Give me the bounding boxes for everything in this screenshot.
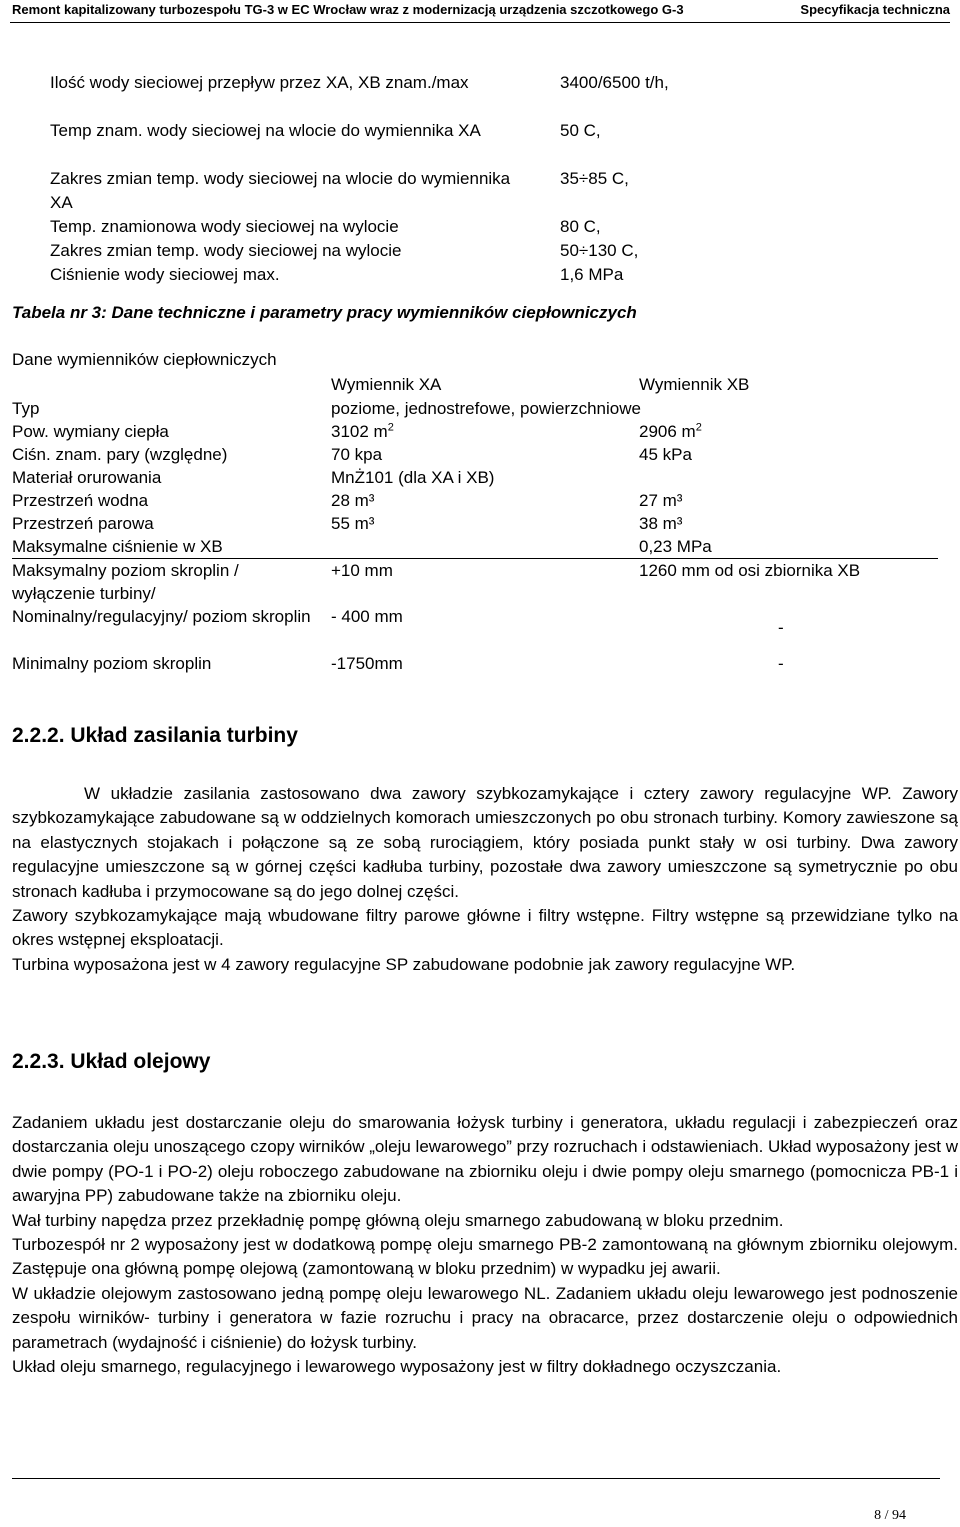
table-row (12, 535, 938, 559)
cell-xb: 38 m³ (639, 514, 683, 533)
table-row (12, 489, 938, 512)
cell-xb: - (778, 618, 784, 637)
table-header-row (12, 373, 938, 397)
section-body (12, 782, 958, 977)
param-value: 50÷130 C, (560, 241, 639, 260)
paragraph: Turbina wyposażona jest w 4 zawory regulacyjne SP zabudowane podobnie jak zawory regulacyjne WP. (12, 954, 796, 974)
param-label: Zakres zmian temp. wody sieciowej na wylocie (50, 241, 402, 260)
header-section: Specyfikacja techniczna (800, 2, 950, 17)
cell-xa: MnŻ101 (dla XA i XB) (331, 468, 495, 487)
cell-xb: 1260 mm od osi zbiornika XB (639, 561, 861, 580)
param-row (50, 239, 710, 263)
section-heading: 2.2.2. Układ zasilania turbiny (12, 724, 298, 747)
page-number: 8 / 94 (874, 1508, 906, 1523)
header-title: Remont kapitalizowany turbozespołu TG-3 w EC Wrocław wraz z modernizacją urządzenia szczotkowego G-3 (12, 2, 684, 17)
paragraph: W układzie zasilania zastosowano dwa zawory szybkozamykające i cztery zawory regulacyjne WP. Zawory szybkozamykające zabudowane są w oddzielnych komorach umieszczonych po obu stronach turbiny. Komory zawieszone są na elastycznych stojakach i połączone są ze sobą rurociągiem, który posiada punkt stały w osi turbiny. Dwa zawory regulacyjne umieszczone są w górnej części kadłuba turbiny, pozostałe dwa zawory umieszczone są symetrycznie po obu stronach kadłuba i przymocowane są do jego dolnej części. (12, 784, 958, 901)
table-row (12, 605, 938, 652)
param-value: 80 C, (560, 217, 601, 236)
cell-xa: 28 m³ (331, 491, 375, 510)
cell-xa: 55 m³ (331, 514, 375, 533)
section-heading: 2.2.3. Układ olejowy (12, 1050, 211, 1073)
row-label: Nominalny/regulacyjny/ poziom skroplin (12, 607, 311, 626)
cell-xa-value: 3102 m (331, 422, 388, 441)
cell-xa: - 400 mm (331, 607, 403, 626)
paragraph: Wał turbiny napędza przez przekładnię pompę główną oleju smarnego zabudowaną w bloku przednim. (12, 1210, 784, 1230)
paragraph: Zadaniem układu jest dostarczanie oleju do smarowania łożysk turbiny i generatora, układu regulacji i zabezpieczeń oraz dostarczania oleju unoszącego czopy wirników „oleju lewarowego” przy rozruchach i odstawieniach. Układ wyposażony jest w dwie pompy (PO-1 i PO-2) oleju roboczego zabudowane na zbiorniku oleju i dwie pompy oleju smarnego (pomocnicza PB-1 i awaryjna PP) zabudowane także na zbiorniku oleju. (12, 1113, 958, 1206)
table-row (12, 397, 938, 420)
cell-xa: -1750mm (331, 654, 403, 673)
footer-divider (12, 1478, 940, 1479)
param-label: Ilość wody sieciowej przepływ przez XA, XB znam./max (50, 73, 469, 92)
cell-xb-value: 2906 m (639, 422, 696, 441)
cell-xb (639, 420, 939, 443)
parameter-list (50, 71, 710, 287)
table-row (12, 443, 938, 466)
table-caption-row (12, 348, 938, 373)
page-header (10, 0, 950, 23)
paragraph: Układ oleju smarnego, regulacyjnego i lewarowego wyposażony jest w filtry dokładnego oczyszczania. (12, 1357, 782, 1377)
cell-xb: 27 m³ (639, 491, 683, 510)
row-label: Przestrzeń parowa (12, 514, 154, 533)
param-value: 3400/6500 t/h, (560, 73, 669, 92)
data-table (12, 348, 938, 675)
column-header-xa: Wymiennik XA (331, 375, 442, 394)
paragraph: Zawory szybkozamykające mają wbudowane filtry parowe główne i filtry wstępne. Filtry wstępne są przewidziane tylko na okres wstępnej eksploatacji. (12, 906, 958, 950)
cell-xa: +10 mm (331, 561, 393, 580)
table-row (12, 512, 938, 535)
unit-exponent: 2 (695, 421, 702, 434)
param-label: Zakres zmian temp. wody sieciowej na wlocie do wymiennika XA (50, 169, 511, 212)
row-label: Przestrzeń wodna (12, 491, 149, 510)
row-label: Minimalny poziom skroplin (12, 654, 212, 673)
cell-xb: 0,23 MPa (639, 537, 712, 556)
row-label: Maksymalny poziom skroplin / wyłączenie turbiny/ (12, 561, 239, 603)
param-value: 50 C, (560, 121, 601, 140)
param-row (50, 71, 710, 119)
unit-exponent: 2 (387, 421, 394, 434)
column-header-xb: Wymiennik XB (639, 375, 750, 394)
table-row (12, 559, 938, 605)
param-label: Temp. znamionowa wody sieciowej na wylocie (50, 217, 399, 236)
table-row (12, 420, 938, 443)
param-value: 35÷85 C, (560, 169, 629, 188)
cell-xa: 70 kpa (331, 445, 383, 464)
cell-xa (331, 420, 631, 443)
cell-xb: - (778, 654, 784, 673)
param-label: Temp znam. wody sieciowej na wlocie do wymiennika XA (50, 121, 481, 140)
row-label: Pow. wymiany ciepła (12, 422, 169, 441)
row-label: Maksymalne ciśnienie w XB (12, 537, 223, 556)
cell-xa: poziome, jednostrefowe, powierzchniowe (331, 399, 641, 418)
param-row (50, 119, 710, 167)
cell-xb: 45 kPa (639, 445, 692, 464)
row-label: Ciśn. znam. pary (względne) (12, 445, 228, 464)
row-label: Materiał orurowania (12, 468, 162, 487)
table-row (12, 652, 938, 675)
table-caption: Dane wymienników ciepłowniczych (12, 350, 277, 369)
table-row (12, 466, 938, 489)
param-row (50, 215, 710, 239)
param-row (50, 263, 710, 287)
row-label: Typ (12, 399, 40, 418)
param-row (50, 167, 710, 215)
table-title: Tabela nr 3: Dane techniczne i parametry pracy wymienników ciepłowniczych (12, 303, 637, 322)
paragraph: W układzie olejowym zastosowano jedną pompę oleju lewarowego NL. Zadaniem układu oleju lewarowego jest podnoszenie zespołu wirników- turbiny i generatora w fazie rozruchu i pracy na obracarce, przez dostarczenie oleju o odpowiednich parametrach (wydajność i ciśnienie) do łożysk turbiny. (12, 1283, 958, 1352)
section-body (12, 1111, 958, 1379)
paragraph: Turbozespół nr 2 wyposażony jest w dodatkową pompę oleju smarnego PB-2 zamontowaną na głównym zbiorniku olejowym. Zastępuje ona główną pompę olejową (zamontowaną w bloku przednim) w wypadku jej awarii. (12, 1235, 958, 1279)
param-value: 1,6 MPa (560, 265, 624, 284)
param-label: Ciśnienie wody sieciowej max. (50, 265, 280, 284)
